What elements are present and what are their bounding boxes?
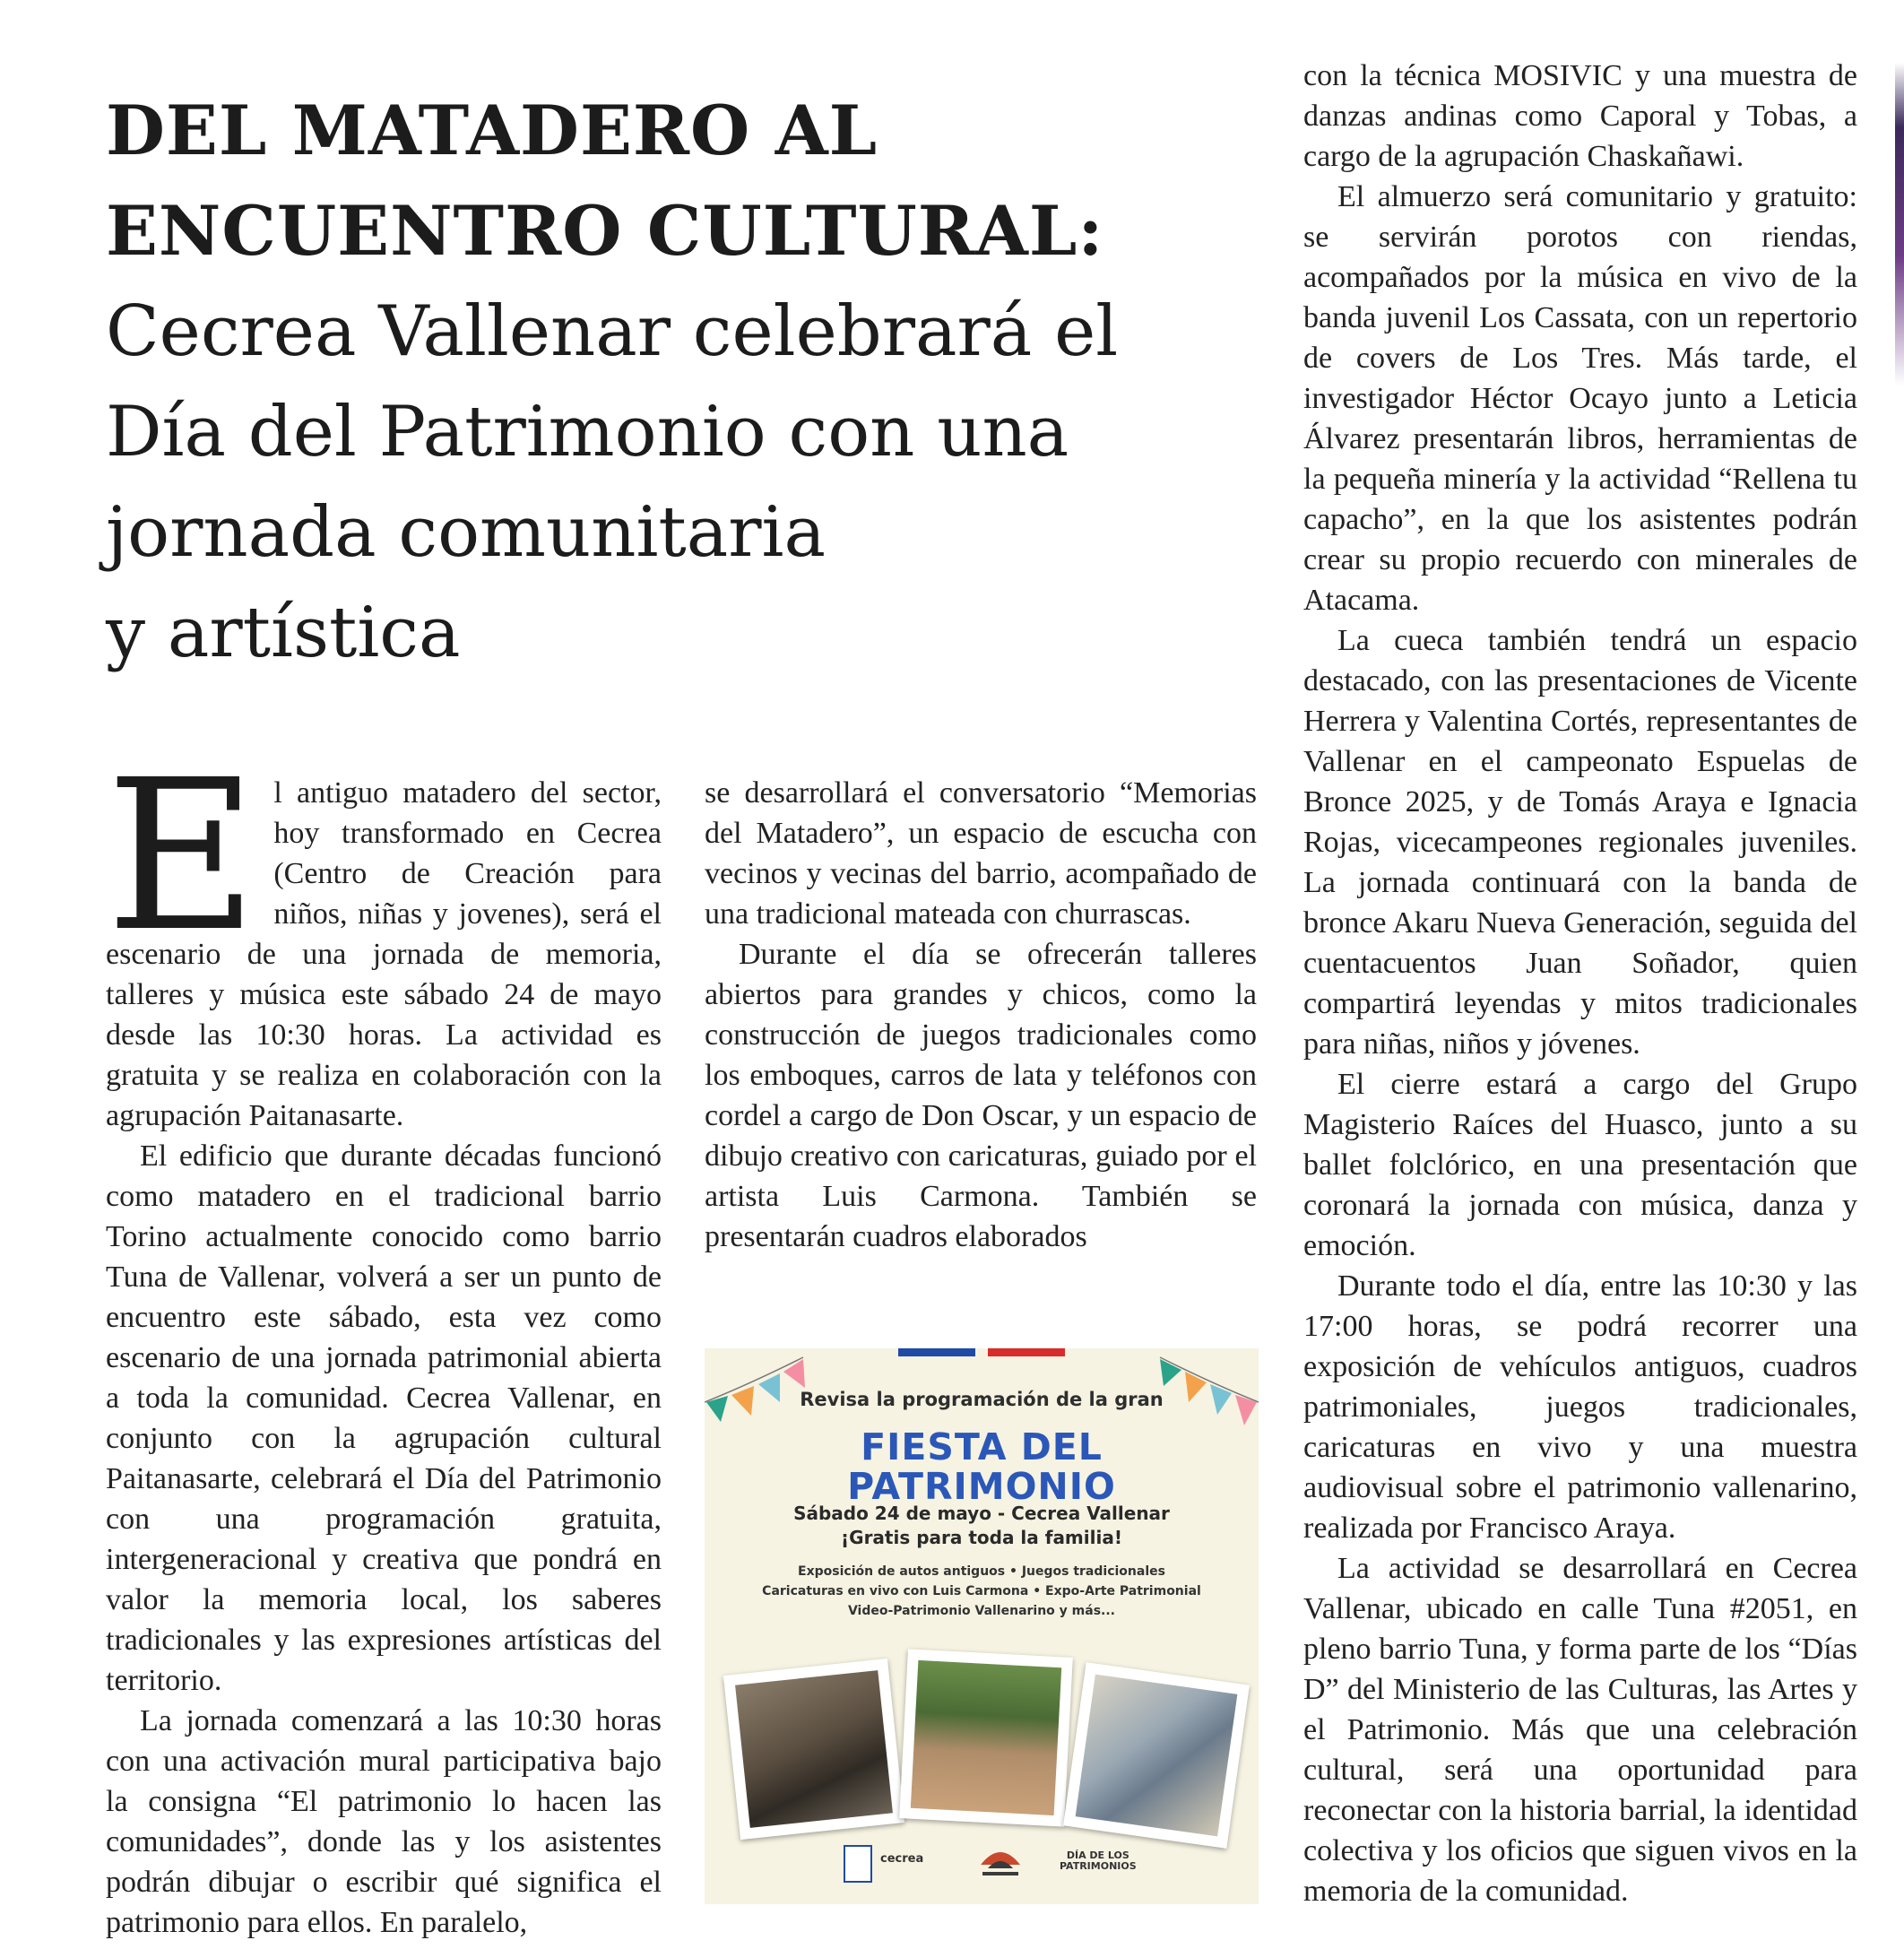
article-column-2 (705, 773, 1257, 1257)
poster-date: Sábado 24 de mayo - Cecrea Vallenar (793, 1503, 1170, 1524)
headline-deck-line4: y artística (106, 593, 461, 673)
poster-activity-list (705, 1562, 1259, 1621)
article-paragraph-7: El almuerzo será comunitario y gratuito: se servirán porotos con riendas, acompañados por la música en vivo de la banda juvenil Los Cassata, con un repertorio de covers de Los Tres. Más tarde, el investigador Héctor Ocayo junto a Leticia Álvarez presentarán libros, herramientas de la pequeña minería y la actividad “Rellena tu capacho”, en la que los asistentes podrán crear su propio recuerdo con minerales de Atacama. (1303, 180, 1857, 617)
flag-bar (898, 1348, 1065, 1356)
poster-list-line2: Caricaturas en vivo con Luis Carmona • Expo-Arte Patrimonial (762, 1584, 1201, 1598)
headline-deck-line1: Cecrea Vallenar celebrará el (106, 291, 1119, 372)
headline-kicker-line2: ENCUENTRO CULTURAL: (106, 191, 1104, 271)
headline (106, 81, 1262, 683)
headline-deck-line3: jornada comunitaria (106, 492, 827, 573)
poster-title-line2: PATRIMONIO (847, 1465, 1116, 1508)
government-logo-icon (844, 1845, 872, 1883)
article-paragraph-4: se desarrollará el conversatorio “Memorias del Matadero”, un espacio de escucha con vecinos y vecinas del barrio, acompañado de una tradicional mateada con churrascas. (705, 776, 1257, 931)
drop-cap: E (106, 735, 258, 977)
article-paragraph-3: La jornada comenzará a las 10:30 horas con una activación mural participativa bajo la consigna “El patrimonio lo hacen las comunidades”, donde las y los asistentes podrán dibujar o escribir qué significa el patrimonio para ellos. En paralelo, (106, 1704, 662, 1939)
poster-list-line3: Video-Patrimonio Vallenarino y más... (847, 1604, 1116, 1618)
headline-kicker-line1: DEL MATADERO AL (106, 91, 878, 170)
poster-list-line1: Exposición de autos antiguos • Juegos tradicionales (798, 1564, 1165, 1579)
article-paragraph-6: con la técnica MOSIVIC y una muestra de danzas andinas como Caporal y Tobas, a cargo de la agrupación Chaskañawi. (1303, 59, 1857, 173)
event-poster (705, 1348, 1259, 1904)
article-paragraph-1-text: l antiguo matadero del sector, hoy transformado en Cecrea (Centro de Creación para niños, niñas y jovenes), será el escenario de una jornada de memoria, talleres y música este sábado 24 de mayo desde las 10:30 horas. La actividad es gratuita y se realiza en colaboración con la agrupación Paitanasarte. (106, 776, 662, 1132)
article-paragraph-9: El cierre estará a cargo del Grupo Magisterio Raíces del Huasco, junto a su ballet folclórico, en una presentación que coronará la jornada con música, danza y emoción. (1303, 1068, 1857, 1262)
article-paragraph-11: La actividad se desarrollará en Cecrea Vallenar, ubicado en calle Tuna #2051, en pleno barrio Tuna, y forma parte de los “Días D” del Ministerio de las Culturas, las Artes y el Patrimonio. Más que una celebración cultural, será una oportunidad para reconectar con la historia barrial, la identidad colectiva y los oficios que siguen vivos en la memoria de la comunidad. (1303, 1552, 1857, 1908)
poster-title-line1: FIESTA DEL (861, 1425, 1103, 1468)
article-paragraph-5: Durante el día se ofrecerán talleres abiertos para grandes y chicos, como la construcción de juegos tradicionales como los emboques, carros de lata y teléfonos con cordel a cargo de Don Oscar, y un espacio de dibujo creativo con caricaturas, guiado por el artista Luis Carmona. También se presentarán cuadros elaborados (705, 938, 1257, 1253)
article-paragraph-8: La cueca también tendrá un espacio destacado, con las presentaciones de Vicente Herrera y Valentina Cortés, representantes de Vallenar en el campeonato Espuelas de Bronce 2025, y de Tomás Araya e Ignacia Rojas, vicecampeones regionales juveniles. La jornada continuará con la banda de bronce Akaru Nueva Generación, seguida del cuentacuentos Juan Soñador, quien compartirá leyendas y mitos tradicionales para niñas, niños y jóvenes. (1303, 624, 1857, 1061)
sponsor-logos (705, 1832, 1259, 1895)
cecrea-logo: cecrea (880, 1852, 924, 1866)
article-column-3 (1303, 56, 1857, 1911)
headline-deck-line2: Día del Patrimonio con una (106, 392, 1069, 472)
poster-free-note: ¡Gratis para toda la familia! (841, 1527, 1122, 1548)
poster-subtitle: Revisa la programación de la gran (800, 1389, 1164, 1410)
photo-child-spinning-top (899, 1649, 1073, 1826)
article-paragraph-10: Durante todo el día, entre las 10:30 y las 17:00 horas, se podrá recorrer una exposición de vehículos antiguos, cuadros patrimoniales, juegos tradicionales, caricaturas en vivo y una muestra audiovisual sobre el patrimonio vallenarino, realizada por Francisco Araya. (1303, 1269, 1857, 1545)
dia-logo-line2: PATRIMONIOS (1060, 1860, 1137, 1872)
photo-antique-car (723, 1659, 904, 1840)
page-edge-decoration (1895, 63, 1904, 385)
photo-caricatures (1063, 1662, 1250, 1849)
poster-title (705, 1427, 1259, 1506)
article-column-1 (106, 735, 662, 1943)
article-paragraph-1 (106, 735, 662, 1136)
article-paragraph-2: El edificio que durante décadas funcionó como matadero en el tradicional barrio Torino actualmente conocido como barrio Tuna de Vallenar, volverá a ser un punto de encuentro este sábado, esta vez como escenario de una jornada patrimonial abierta a toda la comunidad. Cecrea Vallenar, en conjunto con la agrupación cultural Paitanasarte, celebrará el Día del Patrimonio con una programación gratuita, intergeneracional y creativa que pondrá en valor la memoria local, los saberes tradicionales y las expresiones artísticas del territorio. (106, 1139, 662, 1697)
dia-logo-line1: DÍA DE LOS (1066, 1849, 1129, 1861)
dia-patrimonios-logo (1060, 1850, 1137, 1872)
paitanasarte-logo-icon (974, 1838, 1027, 1883)
